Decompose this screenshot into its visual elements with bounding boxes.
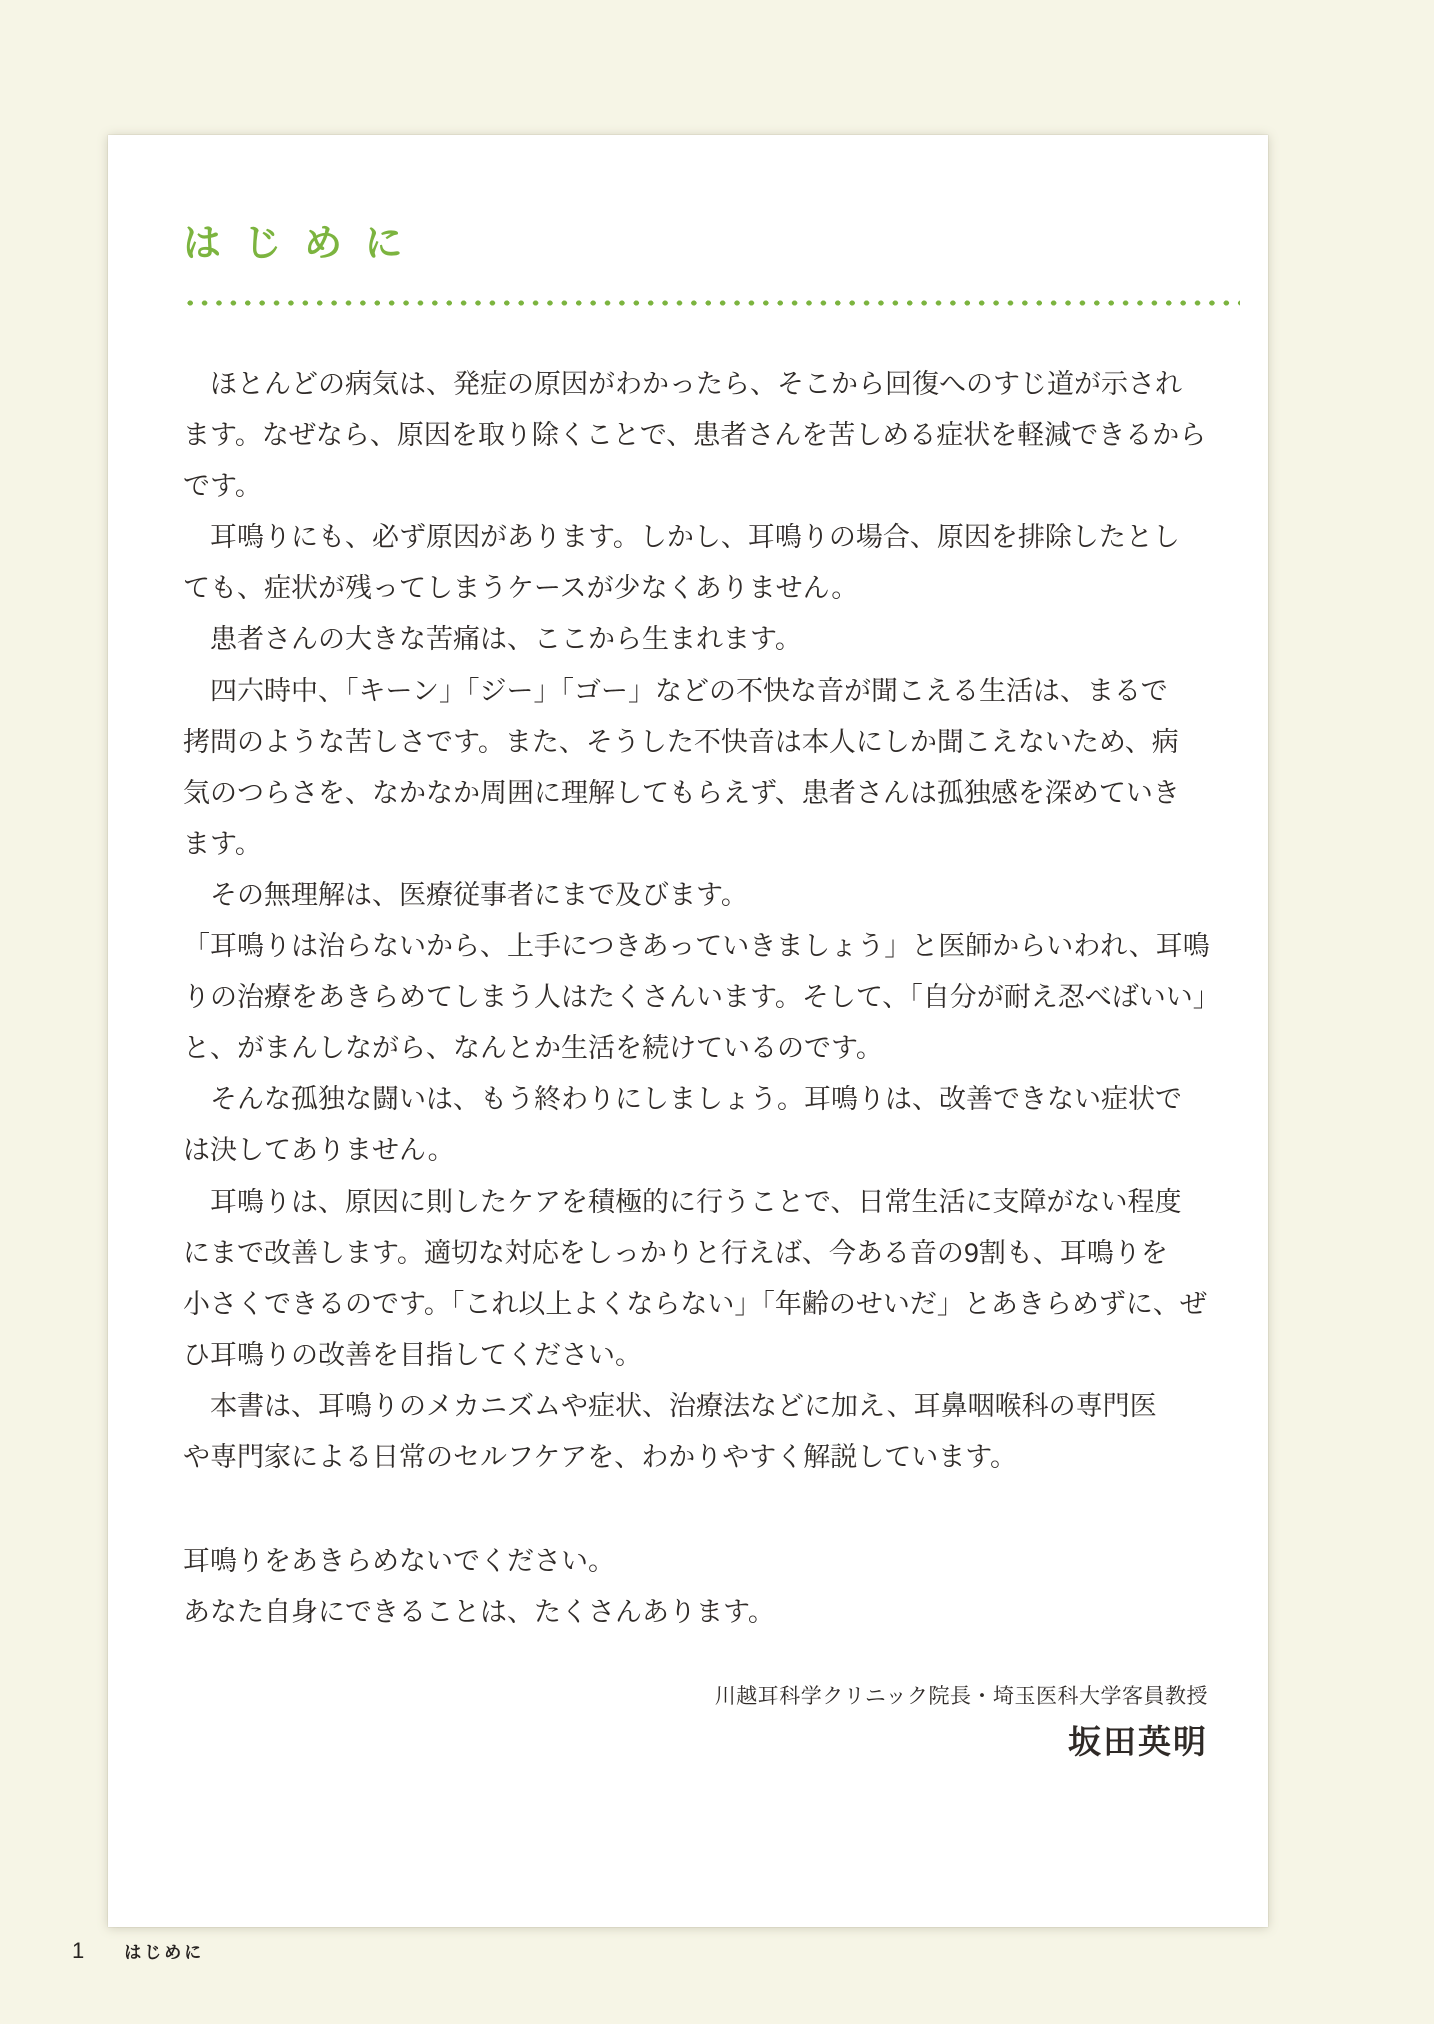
text-line: や専門家による日常のセルフケアを、わかりやすく解説しています。 (183, 1441, 1018, 1472)
text-line: です。 (183, 471, 262, 502)
text-line: にまで改善します。適切な対応をしっかりと行えば、今ある音の9割も、耳鳴りを (183, 1237, 1168, 1268)
text-line: ます。なぜなら、原因を取り除くことで、患者さんを苦しめる症状を軽減できるから (183, 420, 1207, 451)
closing-lines (183, 1536, 775, 1638)
author-credit (715, 1681, 1208, 1765)
text-line: 耳鳴りにも、必ず原因があります。しかし、耳鳴りの場合、原因を排除したとし (210, 522, 1180, 553)
text-line: 耳鳴りは、原因に則したケアを積極的に行うことで、日常生活に支障がない程度 (210, 1186, 1182, 1217)
book-page (108, 135, 1268, 1927)
text-line: りの治療をあきらめてしまう人はたくさんいます。そして、「自分が耐え忍べばいい」 (183, 982, 1220, 1013)
author-name: 坂田英明 (1068, 1723, 1208, 1760)
text-line: 四六時中、「キーン」「ジー」「ゴー」などの不快な音が聞こえる生活は、まるで (210, 675, 1168, 706)
text-line: ほとんどの病気は、発症の原因がわかったら、そこから回復へのすじ道が示され (210, 369, 1182, 399)
page-title: は じ め に (183, 223, 409, 265)
author-title: 川越耳科学クリニック院長・埼玉医科大学客員教授 (714, 1685, 1208, 1708)
text-line: 「耳鳴りは治らないから、上手につきあっていきましょう」と医師からいわれ、耳鳴 (183, 931, 1210, 962)
text-line: 気のつらさを、なかなか周囲に理解してもらえず、患者さんは孤独感を深めていき (183, 777, 1180, 808)
page-footer (72, 1936, 204, 1968)
text-line: 耳鳴りをあきらめないでください。 (183, 1546, 615, 1576)
text-line: 患者さんの大きな苦痛は、ここから生まれます。 (210, 624, 802, 655)
footer-section-label: はじめに (124, 1943, 205, 1962)
text-line: そんな孤独な闘いは、もう終わりにしましょう。耳鳴りは、改善できない症状で (210, 1084, 1182, 1115)
text-line: あなた自身にできることは、たくさんあります。 (183, 1597, 775, 1627)
page-number: 1 (72, 1938, 85, 1963)
text-line: と、がまんしながら、なんとか生活を続けているのです。 (183, 1033, 883, 1064)
body-text (183, 359, 1223, 1483)
text-line: ても、症状が残ってしまうケースが少なくありません。 (183, 573, 859, 604)
text-line: 本書は、耳鳴りのメカニズムや症状、治療法などに加え、耳鼻咽喉科の専門医 (210, 1390, 1157, 1421)
text-line: ひ耳鳴りの改善を目指してください。 (183, 1339, 642, 1370)
text-line: は決してありません。 (183, 1135, 455, 1166)
dotted-divider (183, 299, 1240, 307)
text-line: 拷問のような苦しさです。また、そうした不快音は本人にしか聞こえないため、病 (183, 726, 1179, 757)
text-line: その無理解は、医療従事者にまで及びます。 (210, 879, 748, 910)
text-line: 小さくできるのです。「これ以上よくならない」「年齢のせいだ」とあきらめずに、ぜ (183, 1288, 1207, 1319)
text-line: ます。 (183, 828, 262, 859)
